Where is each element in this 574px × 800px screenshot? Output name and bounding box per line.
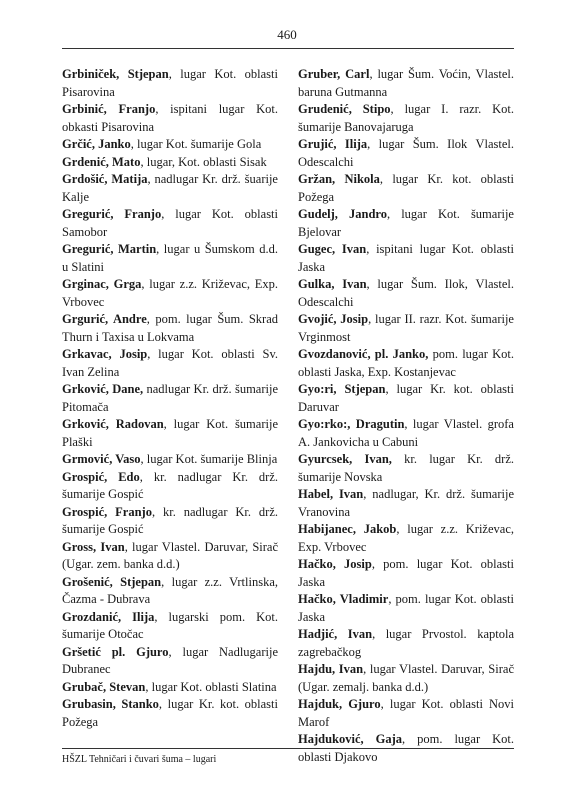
entry-name: Grkavac, Josip <box>62 347 148 361</box>
entry-description: , lugar Kot. šumarije Bjelovar <box>298 207 514 239</box>
register-entry <box>298 311 514 346</box>
entry-name: Grbiniček, Stjepan <box>62 67 169 81</box>
entry-description: , lugar, Kot. oblasti Sisak <box>140 154 267 169</box>
register-entry <box>298 661 514 696</box>
entry-description: , kr. nadlugar Kr. drž. šumarije Gospić <box>62 504 278 536</box>
entry-name: Grginac, Grga <box>62 277 142 291</box>
entry-name: Habel, Ivan <box>298 487 364 501</box>
register-entry <box>298 591 514 626</box>
entry-name: Grmović, Vaso <box>62 452 141 466</box>
right-column <box>298 66 514 766</box>
entry-description: kr. lugar Kr. drž. šumarije Novska <box>298 452 514 484</box>
entry-description: , pom. lugar Kot. oblasti Jaska <box>298 592 514 624</box>
register-entry <box>298 101 514 136</box>
register-entry <box>298 521 514 556</box>
register-entry <box>62 696 278 731</box>
left-column <box>62 66 278 731</box>
register-entry <box>298 556 514 591</box>
register-entry <box>62 136 278 154</box>
entry-description: , lugar Vlastel. Daruvar, Sirač (Ugar. zemalj. banka d.d.) <box>298 662 514 694</box>
entry-name: Grospić, Franjo <box>62 504 152 519</box>
register-entry <box>62 644 278 679</box>
entry-name: Grubasin, Stanko <box>62 697 159 711</box>
register-entry <box>298 171 514 206</box>
entry-description: , lugar Šum. Ilok, Vlastel. Odescalchi <box>298 277 514 309</box>
entry-description: , lugar Kot. šumarije Plaški <box>62 417 278 449</box>
entry-name: Gvojić, Josip <box>298 312 369 326</box>
register-entry <box>62 171 278 206</box>
register-entry <box>62 451 278 469</box>
entry-description: , ispitani lugar Kot. oblasti Jaska <box>298 242 514 274</box>
register-entry <box>298 66 514 101</box>
register-entry <box>298 241 514 276</box>
register-entry <box>298 381 514 416</box>
entry-description: pom. lugar Kot. oblasti Jaska, Exp. Kostanjevac <box>298 347 514 379</box>
header-rule <box>62 48 514 49</box>
entry-name: Hajduković, Gaja <box>298 732 403 746</box>
entry-description: , lugar Šum. Voćin, Vlastel. baruna Gutmanna <box>298 67 514 99</box>
entry-name: Grčić, Janko <box>62 137 131 151</box>
entry-name: Grgurić, Andre <box>62 312 147 326</box>
register-entry <box>62 241 278 276</box>
register-entry <box>298 346 514 381</box>
entry-name: Grujić, Ilija <box>298 137 368 151</box>
entry-description: , ispitani lugar Kot. obkasti Pisarovina <box>62 102 278 134</box>
entry-name: Grdošić, Matija <box>62 172 148 186</box>
entry-name: Gyo:ri, Stjepan <box>298 382 386 396</box>
entry-description: , lugar II. razr. Kot. šumarije Vrginmost <box>298 312 514 344</box>
register-entry <box>62 469 278 504</box>
entry-name: Gršetić pl. Gjuro <box>62 644 169 659</box>
register-entry <box>62 206 278 241</box>
register-entry <box>62 504 278 539</box>
entry-description: , lugar u Šumskom d.d. u Slatini <box>62 242 278 274</box>
entry-description: , lugar z.z. Križevac, Exp. Vrbovec <box>62 277 278 309</box>
register-entry <box>62 66 278 101</box>
entry-description: , lugar Kot. šumarije Gola <box>130 137 262 151</box>
entry-description: , lugar Kr. kot. oblasti Požega <box>62 697 278 729</box>
register-entry <box>298 486 514 521</box>
entry-description: , lugar Kot. oblasti Novi Marof <box>298 697 515 729</box>
register-entry <box>62 679 278 697</box>
entry-name: Gržan, Nikola <box>298 172 380 186</box>
register-entry <box>298 206 514 241</box>
register-entry <box>62 154 278 172</box>
entry-name: Hadjić, Ivan <box>298 627 373 641</box>
entry-description: , lugar Kr. kot. oblasti Požega <box>298 172 514 204</box>
register-entry <box>62 381 278 416</box>
register-entry <box>62 609 278 644</box>
entry-name: Hajdu, Ivan <box>298 662 364 676</box>
entry-description: , pom. lugar Šum. Skrad Thurn i Taxisa u Lokvama <box>62 312 278 344</box>
entry-description: , lugar Vlastel. grofa A. Jankovicha u Cabuni <box>298 417 514 449</box>
register-entry <box>298 626 514 661</box>
entry-name: Gudelj, Jandro <box>298 207 387 221</box>
register-entry <box>298 451 514 486</box>
entry-name: Gyo:rko:, Dragutin <box>298 417 405 431</box>
entry-name: Gregurić, Martin <box>62 242 157 256</box>
entry-name: Gyurcsek, Ivan, <box>298 452 392 466</box>
entry-description: , lugar Kot. oblasti Pisarovina <box>62 67 278 99</box>
register-entry <box>62 311 278 346</box>
footer-text: HŠZL Tehničari i čuvari šuma – lugari <box>62 754 217 765</box>
entry-name: Grozdanić, Ilija <box>62 609 155 624</box>
register-entry <box>62 574 278 609</box>
register-entry <box>62 101 278 136</box>
register-entry <box>62 416 278 451</box>
entry-description: , lugar Kot. oblasti Sv. Ivan Zelina <box>62 347 279 379</box>
register-entry <box>298 696 514 731</box>
entry-description: , nadlugar Kr. drž. šuarije Kalje <box>62 172 278 204</box>
entry-description: , lugar Šum. Ilok Vlastel. Odescalchi <box>298 137 514 169</box>
entry-description: , nadlugar, Kr. drž. šumarije Vranovina <box>298 487 514 519</box>
entry-description: , pom. lugar Kot. oblasti Djakovo <box>298 732 514 764</box>
entry-name: Grospić, Edo <box>62 469 140 484</box>
entry-description: , kr. nadlugar Kr. drž. šumarije Gospić <box>62 469 279 501</box>
entry-description: , lugar Kot. oblasti Samobor <box>62 207 278 239</box>
entry-description: , lugar Kot. šumarije Blinja <box>140 452 278 466</box>
entry-description: , pom. lugar Kot. oblasti Jaska <box>298 557 514 589</box>
footer-rule <box>62 748 514 749</box>
entry-name: Hačko, Vladimir <box>298 592 389 606</box>
entry-description: nadlugar Kr. drž. šumarije Pitomača <box>62 382 278 414</box>
entry-description: , lugar Kot. oblasti Slatina <box>145 679 277 694</box>
entry-name: Gruber, Carl <box>298 67 370 81</box>
register-entry <box>298 416 514 451</box>
entry-name: Gregurić, Franjo <box>62 207 162 221</box>
entry-name: Hajduk, Gjuro <box>298 697 381 711</box>
entry-name: Grošenić, Stjepan <box>62 574 162 589</box>
entry-name: Hačko, Josip <box>298 557 372 571</box>
entry-name: Gross, Ivan <box>62 539 125 554</box>
entry-name: Grbinić, Franjo <box>62 102 156 116</box>
entry-name: Grković, Radovan <box>62 417 164 431</box>
entry-description: , lugar z.z. Vrtlinska, Čazma - Dubrava <box>62 574 278 606</box>
entry-name: Grubač, Stevan <box>62 679 146 694</box>
entry-name: Gulka, Ivan <box>298 277 367 291</box>
entry-description: , lugar Kr. kot. oblasti Daruvar <box>298 382 514 414</box>
entry-name: Habijanec, Jakob <box>298 522 397 536</box>
entry-name: Grković, Dane, <box>62 382 144 396</box>
entry-description: , lugar Nadlugarije Dubranec <box>62 644 279 676</box>
entry-description: , lugar Vlastel. Daruvar, Sirač (Ugar. zem. banka d.d.) <box>62 539 278 571</box>
entry-name: Gvozdanović, pl. Janko, <box>298 347 429 361</box>
register-entry <box>62 539 278 574</box>
entry-name: Grudenić, Stipo <box>298 102 391 116</box>
entry-description: , lugar z.z. Križevac, Exp. Vrbovec <box>298 522 515 554</box>
register-entry <box>62 346 278 381</box>
entry-description: , lugarski pom. Kot. šumarije Otočac <box>62 609 278 641</box>
entry-name: Gugec, Ivan <box>298 242 367 256</box>
entry-description: , lugar Prvostol. kaptola zagrebačkog <box>298 627 514 659</box>
register-entry <box>62 276 278 311</box>
entry-description: , lugar I. razr. Kot. šumarije Banovajaruga <box>298 102 514 134</box>
entry-name: Grdenić, Mato <box>62 154 141 169</box>
register-entry <box>298 136 514 171</box>
register-entry <box>298 276 514 311</box>
page-number: 460 <box>277 27 297 42</box>
